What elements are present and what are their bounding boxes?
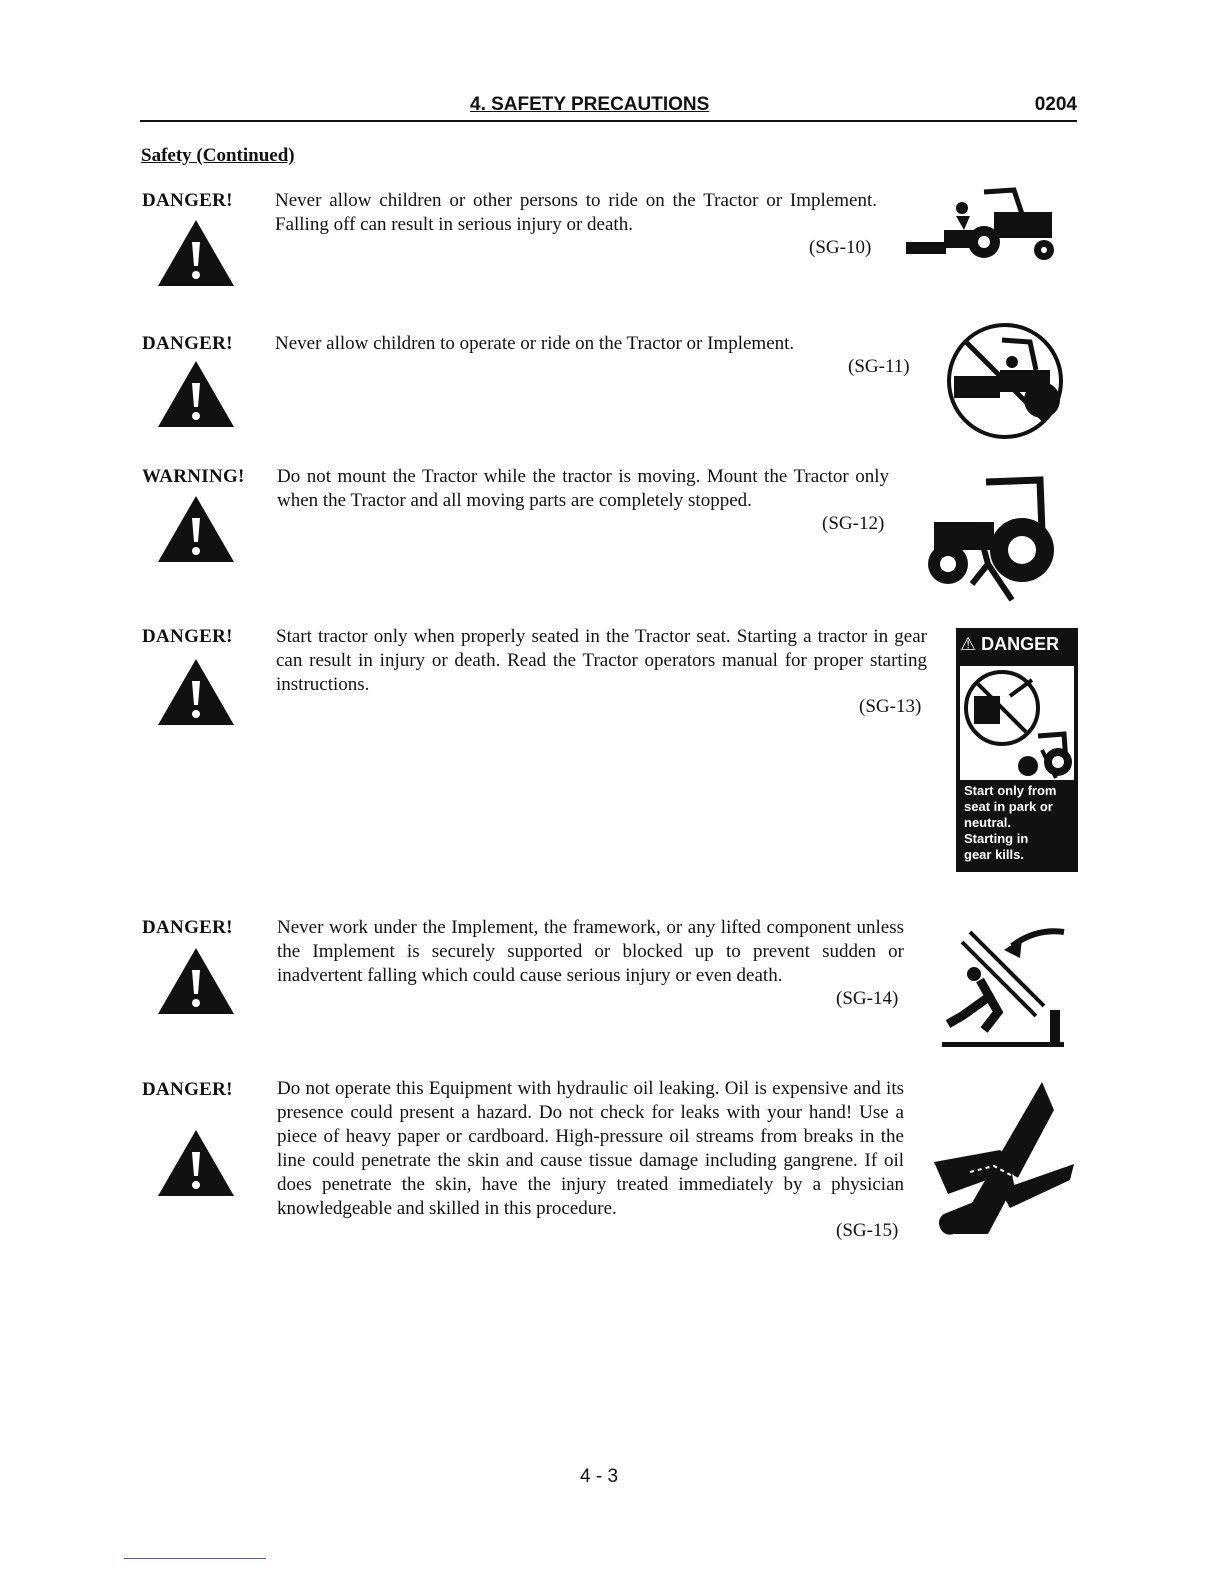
warning-label: DANGER! xyxy=(142,333,233,354)
warning-text: Do not operate this Equipment with hydraulic oil leaking. Oil is expensive and its presence could present a hazard. Do not check for leaks with your hand! Use a piece of heavy paper or cardboard. High-pressure oil streams from breaks in the line could penetrate the skin and cause tissue damage including gangrene. If oil does penetrate the skin, have the injury treated immediately by a physician knowledgeable and skilled in this procedure. xyxy=(277,1078,904,1219)
warning-triangle-icon xyxy=(156,218,236,288)
warning-code: (SG-13) xyxy=(859,696,922,717)
decal-line: seat in park or xyxy=(964,799,1053,814)
page-number: 4 - 3 xyxy=(580,1466,619,1487)
footer-rule xyxy=(124,1558,266,1559)
warning-text: Do not mount the Tractor while the tractor is moving. Mount the Tractor only when the Tractor and all moving parts are completely stopped. xyxy=(277,466,889,511)
warning-triangle-icon xyxy=(156,359,236,429)
warning-text: Never work under the Implement, the framework, or any lifted component unless the Implement is securely supported or blocked up to prevent sudden or inadvertent falling which could cause serious injury or even death. xyxy=(277,917,904,986)
warning-triangle-icon xyxy=(156,946,236,1016)
warning-code: (SG-11) xyxy=(848,356,910,377)
danger-decal xyxy=(956,628,1078,872)
warning-label: DANGER! xyxy=(142,917,233,938)
decal-text xyxy=(964,783,1056,863)
warning-code: (SG-12) xyxy=(822,513,885,534)
warning-label: DANGER! xyxy=(142,190,233,211)
decal-header-text: DANGER xyxy=(981,634,1060,654)
warning-code: (SG-14) xyxy=(836,988,899,1009)
warning-triangle-icon xyxy=(156,657,236,727)
riders-on-tractor-icon xyxy=(904,186,1058,266)
crushing-hazard-icon xyxy=(940,920,1068,1048)
warning-triangle-icon xyxy=(156,494,236,564)
warning-text: Start tractor only when properly seated in the Tractor seat. Starting a tractor in gear can result in injury or death. Read the Tractor operators manual for proper starting instructions. xyxy=(276,626,927,695)
decal-line: gear kills. xyxy=(964,847,1024,862)
warning-text: Never allow children or other persons to ride on the Tractor or Implement. Falling off can result in serious injury or death. xyxy=(275,190,877,235)
warning-code: (SG-10) xyxy=(809,237,872,258)
warning-label: WARNING! xyxy=(142,466,245,487)
warning-label: DANGER! xyxy=(142,626,233,647)
header-title: 4. SAFETY PRECAUTIONS xyxy=(470,94,710,115)
page-header xyxy=(140,94,1077,122)
decal-line: Start only from xyxy=(964,783,1057,798)
decal-line: neutral. xyxy=(964,815,1011,830)
warning-triangle-icon xyxy=(156,1128,236,1198)
decal-line: Starting in xyxy=(964,831,1029,846)
start-in-gear-icon xyxy=(960,666,1074,780)
no-children-tractor-icon xyxy=(944,320,1066,442)
header-code: 0204 xyxy=(1034,94,1077,115)
high-pressure-fluid-icon xyxy=(930,1080,1076,1236)
tractor-runover-icon xyxy=(926,472,1058,604)
section-title: Safety (Continued) xyxy=(141,145,295,166)
warning-text: Never allow children to operate or ride on the Tractor or Implement. xyxy=(275,333,795,354)
decal-header xyxy=(960,634,1059,655)
warning-triangle-icon: ⚠ xyxy=(960,634,977,654)
warning-code: (SG-15) xyxy=(836,1220,899,1241)
warning-label: DANGER! xyxy=(142,1079,233,1100)
